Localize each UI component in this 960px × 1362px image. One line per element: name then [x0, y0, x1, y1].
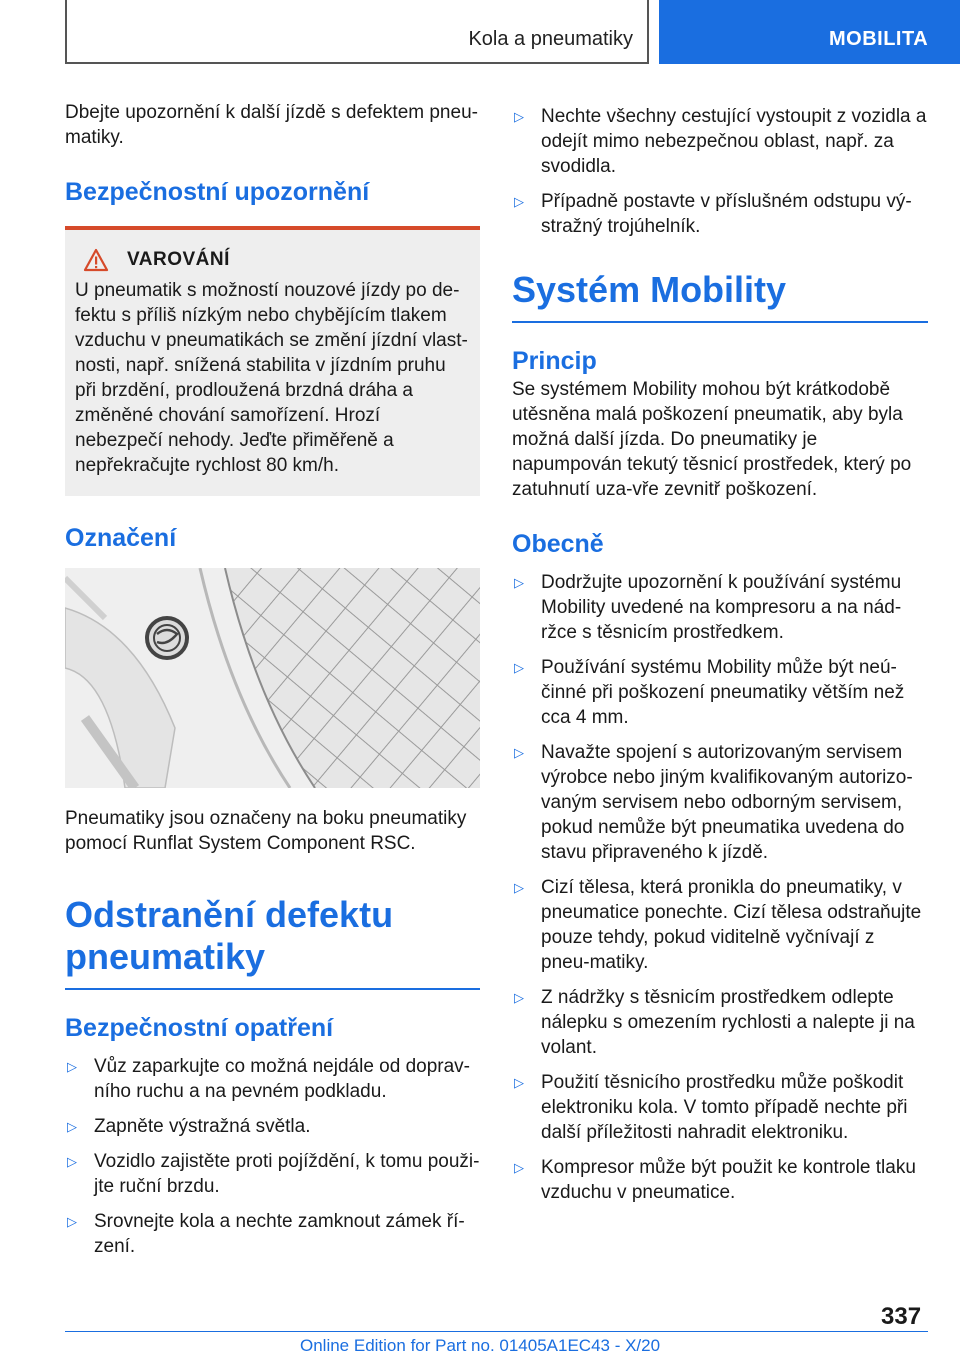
triangle-bullet-icon: ▷	[514, 660, 524, 675]
warning-text: U pneumatik s možností nouzové jízdy po de-fektu s příliš nízkým nebo chybějícím tlakem vzduchu v pneumatikách se změní jízdní vlast-nosti, např. snížená stabilita v jízdním pruhu při brzdění, prodloužená brzdná dráha a změněné chování samořízení. Hrozí nebezpečí nehody. Jeďte přiměřeně a nepřekračujte rychlost 80 km/h.	[75, 280, 468, 476]
list-item: ▷ Vůz zaparkujte co možná nejdále od doprav-ního ruchu a na pevném podkladu.	[67, 1056, 471, 1102]
tire-sidewall-image	[65, 568, 480, 788]
triangle-bullet-icon: ▷	[514, 990, 524, 1005]
warning-box	[65, 226, 480, 496]
repair-heading-block	[65, 894, 480, 990]
triangle-bullet-icon: ▷	[67, 1059, 77, 1074]
right-column	[512, 100, 928, 1215]
list-item: ▷ Kompresor může být použit ke kontrole tlaku vzduchu v pneumatice.	[514, 1157, 916, 1203]
measures-list	[65, 1054, 480, 1259]
list-item: ▷ Srovnejte kola a nechte zamknout zámek ří-zení.	[67, 1211, 465, 1257]
general-list	[512, 570, 928, 1205]
warning-triangle-icon	[83, 248, 109, 272]
marking-heading: Označení	[65, 524, 177, 552]
triangle-bullet-icon: ▷	[514, 1160, 524, 1175]
list-item: ▷ Případně postavte v příslušném odstupu vý-stražný trojúhelník.	[514, 191, 912, 237]
general-heading: Obecně	[512, 530, 604, 558]
measures-heading: Bezpečnostní opatření	[65, 1014, 334, 1042]
repair-heading: Odstranění defektu pneumatiky	[65, 894, 394, 977]
list-item: ▷ Cizí tělesa, která pronikla do pneumatiky, v pneumatice ponechte. Cizí tělesa odstraňujte pouze tehdy, pokud viditelně vyčnívají z pneu-matiky.	[514, 877, 922, 973]
header-section-box	[65, 0, 649, 64]
header-chapter-box	[659, 0, 960, 64]
rsc-logo-icon	[147, 618, 187, 658]
principle-heading: Princip	[512, 347, 597, 375]
header-section-title: Kola a pneumatiky	[468, 28, 633, 50]
list-item: ▷ Dodržujte upozornění k používání systému Mobility uvedené na kompresoru a na nád-ržce s těsnicím prostředkem.	[514, 572, 902, 643]
list-item: ▷ Vozidlo zajistěte proti pojíždění, k tomu použi-jte ruční brzdu.	[67, 1151, 480, 1197]
triangle-bullet-icon: ▷	[514, 1075, 524, 1090]
footer-rule	[65, 1331, 928, 1332]
triangle-bullet-icon: ▷	[514, 880, 524, 895]
triangle-bullet-icon: ▷	[67, 1154, 77, 1169]
triangle-bullet-icon: ▷	[514, 194, 524, 209]
list-item: ▷ Zapněte výstražná světla.	[67, 1116, 311, 1137]
triangle-bullet-icon: ▷	[67, 1214, 77, 1229]
safety-heading: Bezpečnostní upozornění	[65, 178, 370, 206]
list-item: ▷ Používání systému Mobility může být neú-činné při poškození pneumatiky větším než cca 4 mm.	[514, 657, 905, 728]
list-item: ▷ Nechte všechny cestující vystoupit z vozidla a odejít mimo nebezpečnou oblast, např. za svodidla.	[514, 106, 927, 177]
mobility-heading: Systém Mobility	[512, 269, 787, 310]
triangle-bullet-icon: ▷	[514, 575, 524, 590]
list-item: ▷ Z nádržky s těsnicím prostředkem odlepte nálepku s omezením rychlosti a nalepte ji na volant.	[514, 987, 915, 1058]
mobility-heading-block	[512, 269, 928, 323]
triangle-bullet-icon: ▷	[514, 745, 524, 760]
list-item: ▷ Navažte spojení s autorizovaným servisem výrobce nebo jiným kvalifikovaným autorizo-vaným servisem nebo odborným servisem, pokud nemůže být pneumatika uvedena do stavu připraveného k jízdě.	[514, 742, 913, 863]
list-item: ▷ Použití těsnicího prostředku může poškodit elektroniku kola. V tomto případě nechte při další příležitosti nahradit elektroniku.	[514, 1072, 908, 1143]
triangle-bullet-icon: ▷	[514, 109, 524, 124]
warning-header	[73, 248, 472, 272]
marking-text: Pneumatiky jsou označeny na boku pneumatiky pomocí Runflat System Component RSC.	[65, 808, 467, 854]
header-chapter-title: MOBILITA	[829, 28, 929, 50]
triangle-bullet-icon: ▷	[67, 1119, 77, 1134]
page-number: 337	[881, 1303, 922, 1330]
warning-title: VAROVÁNÍ	[127, 249, 230, 270]
intro-text: Dbejte upozornění k další jízdě s defektem pneu-matiky.	[65, 102, 478, 148]
footer-edition: Online Edition for Part no. 01405A1EC43 - X/20	[300, 1336, 661, 1355]
principle-text: Se systémem Mobility mohou být krátkodobě utěsněna malá poškození pneumatik, aby byla možná další jízda. Do pneumatiky je napumpován tekutý těsnicí prostředek, který po zatuhnutí uza-vře zevnitř poškození.	[512, 379, 912, 500]
precaution-list	[512, 104, 928, 239]
left-column	[65, 100, 480, 1269]
